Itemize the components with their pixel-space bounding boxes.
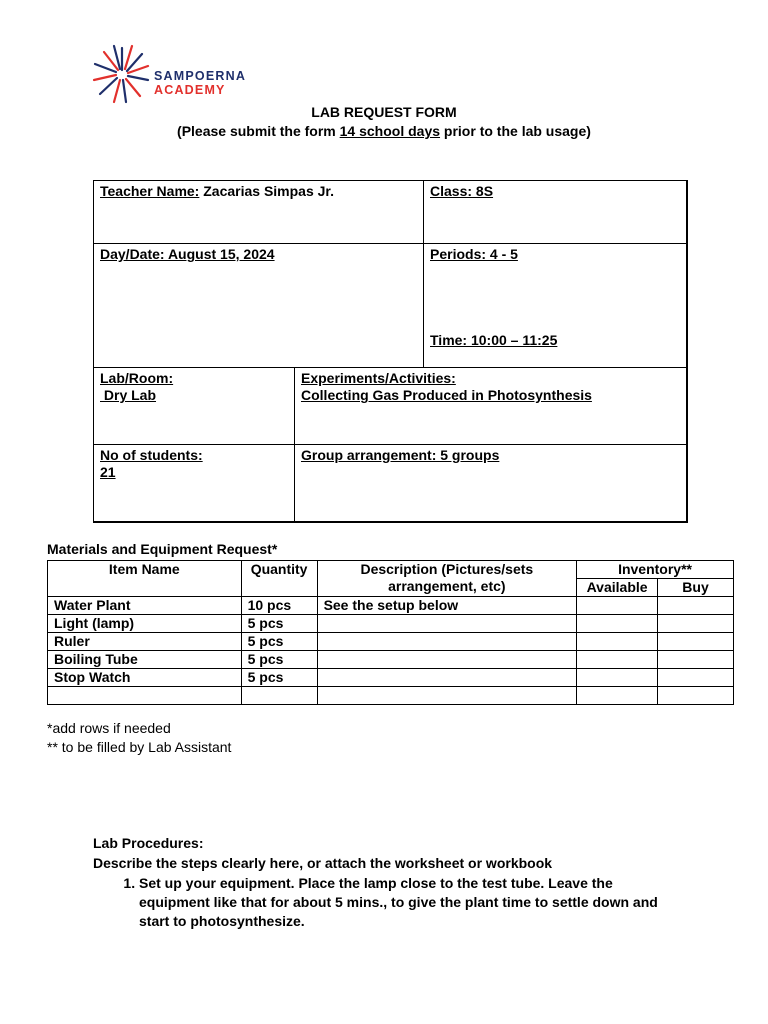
quantity-cell[interactable]: 10 pcs [241,597,317,615]
experiments-value: Collecting Gas Produced in Photosynthesis [301,387,592,403]
description-cell[interactable]: See the setup below [317,597,577,615]
header-description: Description (Pictures/sets arrangement, etc) [317,561,577,597]
table-row [48,633,734,651]
available-cell[interactable] [577,597,658,615]
buy-cell[interactable] [658,651,734,669]
class-value: Class: 8S [430,183,494,199]
item-cell[interactable]: Water Plant [48,597,242,615]
header-inventory: Inventory** [577,561,734,579]
buy-cell[interactable] [658,615,734,633]
buy-cell[interactable] [658,597,734,615]
available-cell[interactable] [577,651,658,669]
periods-cell[interactable] [423,243,688,368]
students-label: No of students: [100,447,203,463]
buy-cell[interactable] [658,669,734,687]
quantity-cell[interactable]: 5 pcs [241,615,317,633]
date-cell[interactable] [93,243,424,368]
teacher-value: Zacarias Simpas Jr. [199,183,334,199]
available-cell[interactable] [577,669,658,687]
description-cell[interactable] [317,687,577,705]
lab-info-table [93,180,687,522]
group-value: Group arrangement: 5 groups [301,447,500,463]
procedures-list [93,874,683,931]
logo-text-academy: ACADEMY [154,83,226,97]
quantity-cell[interactable]: 5 pcs [241,669,317,687]
students-cell[interactable] [93,444,295,523]
quantity-cell[interactable]: 5 pcs [241,633,317,651]
available-cell[interactable] [577,615,658,633]
materials-heading: Materials and Equipment Request* [47,541,278,557]
lab-room-value: Dry Lab [100,387,157,403]
description-cell[interactable] [317,651,577,669]
header-item-name: Item Name [48,561,242,597]
header-quantity: Quantity [241,561,317,597]
item-cell[interactable] [48,687,242,705]
procedures-instruction: Describe the steps clearly here, or attach the worksheet or workbook [93,855,553,871]
item-cell[interactable]: Boiling Tube [48,651,242,669]
table-row [48,669,734,687]
teacher-label: Teacher Name: [100,183,200,199]
quantity-cell[interactable]: 5 pcs [241,651,317,669]
teacher-cell[interactable] [93,180,424,244]
quantity-cell[interactable] [241,687,317,705]
description-cell[interactable] [317,615,577,633]
subtitle-pre: (Please submit the form [177,123,340,139]
students-value: 21 [100,464,116,480]
item-cell[interactable]: Ruler [48,633,242,651]
date-value: Day/Date: August 15, 2024 [100,246,275,262]
note-lab-assistant: ** to be filled by Lab Assistant [47,739,232,755]
header-buy: Buy [658,579,734,597]
class-cell[interactable] [423,180,688,244]
logo-text-sampoerna: SAMPOERNA [154,69,247,83]
materials-table [47,560,734,705]
procedure-step: 1. Set up your equipment. Place the lamp close to the test tube. Leave the equipment like that for about 5 mins., to give the plant time to settle down and start to photosynthesize. [139,874,683,931]
starburst-icon [92,42,152,106]
item-cell[interactable]: Stop Watch [48,669,242,687]
subtitle-post: prior to the lab usage) [440,123,591,139]
description-cell[interactable] [317,633,577,651]
time-value: Time: 10:00 – 11:25 [430,332,558,348]
note-add-rows: *add rows if needed [47,720,171,736]
sampoerna-logo [92,42,262,106]
header-available: Available [577,579,658,597]
form-title: LAB REQUEST FORM [311,104,457,120]
periods-value: Periods: 4 - 5 [430,246,518,262]
buy-cell[interactable] [658,687,734,705]
lab-room-label: Lab/Room: [100,370,174,386]
table-row [48,687,734,705]
experiments-cell[interactable] [294,367,688,445]
item-cell[interactable]: Light (lamp) [48,615,242,633]
available-cell[interactable] [577,687,658,705]
available-cell[interactable] [577,633,658,651]
subtitle-deadline: 14 school days [339,123,441,139]
table-row [48,615,734,633]
table-row [48,597,734,615]
table-row [48,651,734,669]
experiments-label: Experiments/Activities: [301,370,456,386]
lab-room-cell[interactable] [93,367,295,445]
buy-cell[interactable] [658,633,734,651]
procedures-heading: Lab Procedures: [93,835,204,851]
description-cell[interactable] [317,669,577,687]
group-cell[interactable] [294,444,688,523]
form-subtitle [0,123,768,139]
